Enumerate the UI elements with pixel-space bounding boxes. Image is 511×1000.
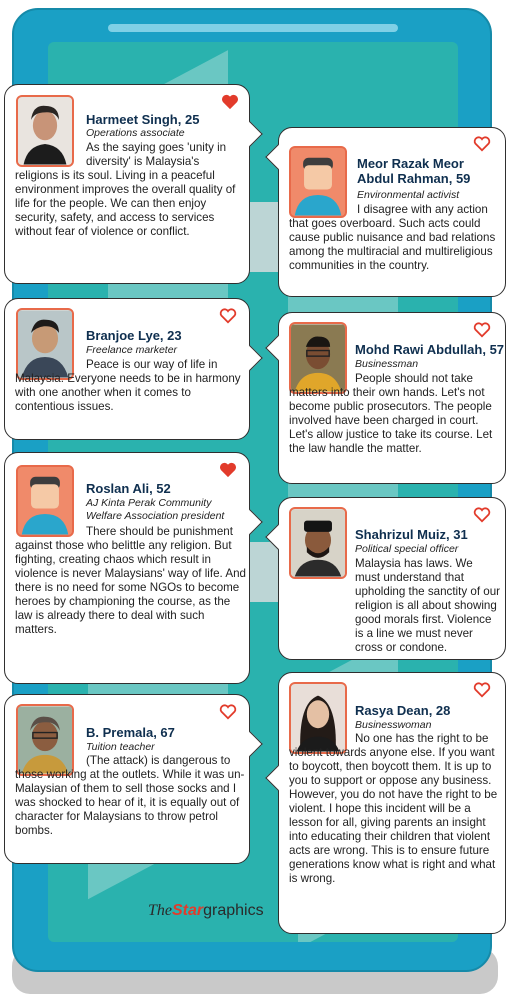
- comment-card: [278, 672, 506, 934]
- commenter-name: Roslan Ali, 52: [86, 481, 171, 496]
- quote-text: Malaysia has laws. We must understand that upholding the sanctity of our religion is all about showing good morals first. Violence is a line we must never cross or condone.: [355, 557, 501, 654]
- commenter-role: Tuition teacher: [86, 741, 155, 753]
- quote-text: [15, 358, 247, 438]
- quote-text: [289, 732, 503, 930]
- commenter-role: Environmental activist: [357, 189, 460, 201]
- phone-speaker: [108, 24, 398, 32]
- commenter-name: B. Premala, 67: [86, 725, 175, 740]
- comment-card: [4, 84, 250, 284]
- commenter-role: Businessman: [355, 358, 419, 370]
- commenter-role: Operations associate: [86, 127, 185, 139]
- commenter-name: Branjoe Lye, 23: [86, 328, 182, 343]
- heart-icon[interactable]: [473, 507, 491, 523]
- comment-card: [278, 312, 506, 484]
- commenter-role: AJ Kinta Perak Community Welfare Association president: [86, 497, 225, 522]
- commenter-name: Meor Razak Meor Abdul Rahman, 59: [357, 156, 471, 186]
- comment-card: [4, 452, 250, 684]
- heart-icon[interactable]: [219, 462, 237, 478]
- brand-suffix: graphics: [203, 902, 264, 919]
- heart-icon[interactable]: [473, 322, 491, 338]
- comment-card: [4, 298, 250, 440]
- quote-text: [289, 203, 501, 293]
- quote-text: [289, 372, 503, 482]
- quote-text-flow: I disagree with any action that goes overboard. Such acts could cause public nuisance and bad relations among the multiracial and multireligious communities in the country.: [289, 203, 496, 272]
- comment-card: [278, 497, 506, 660]
- quote-text-flow: Peace is our way of life in Malaysia. Everyone needs to be in harmony with one another when it comes to contentious issues.: [15, 358, 241, 413]
- quote-text-flow: No one has the right to be violent towards anyone else. If you want to boycott, then boycott them. It is up to you to support or oppose any business. However, you do not have the right to be violent. I hope this incident will be a lesson for all, giving parents an insight into educating their children that violent acts are wrong. This is to ensure future generations know what is right and what is wrong.: [289, 732, 498, 885]
- heart-icon[interactable]: [219, 704, 237, 720]
- heart-icon[interactable]: [473, 136, 491, 152]
- commenter-name: Mohd Rawi Abdullah, 57: [355, 342, 505, 357]
- commenter-role: Political special officer: [355, 543, 459, 555]
- quote-text-flow: People should not take matters into their own hands. Let's not become public prosecutors. The people involved have been charged in court. Let's allow justice to take its course. Let the law handle the matter.: [289, 372, 493, 455]
- brand-prefix: The: [148, 902, 172, 919]
- quote-text-flow: There should be punishment against those who belittle any religion. But fighting, creating chaos which result in violence is never Malaysians' way of life. And there is no need for some NGOs to become heroes by championing the course, as the law is already there to deal with such matters.: [15, 525, 246, 636]
- quote-text: As the saying goes 'unity in diversity' is Malaysia's: [86, 141, 227, 168]
- commenter-name: Shahrizul Muiz, 31: [355, 527, 468, 542]
- avatar: [289, 507, 347, 579]
- commenter-name: Rasya Dean, 28: [355, 703, 451, 718]
- comment-card: [278, 127, 506, 297]
- brand-star: Star: [172, 902, 204, 919]
- quote-text-continued: [15, 169, 245, 281]
- commenter-name: Harmeet Singh, 25: [86, 112, 200, 127]
- heart-icon[interactable]: [219, 308, 237, 324]
- heart-icon[interactable]: [473, 682, 491, 698]
- quote-text: [15, 525, 247, 681]
- commenter-role: Businesswoman: [355, 719, 432, 731]
- comment-card: [4, 694, 250, 864]
- avatar: [16, 95, 74, 167]
- quote-text-flow: (The attack) is dangerous to those working at the outlets. While it was un-Malaysian of them to sell those socks and I was shocked to hear of it, it is equally out of character for Malaysians to throw petrol bombs.: [15, 754, 245, 837]
- quote-text-flow: religions is its soul. Living in a peaceful environment improves the overall quality of life for the people. We can then enjoy security, safety, and access to services without fear of violence or conflict.: [15, 169, 236, 238]
- brand-logo: [148, 902, 264, 920]
- quote-text: [15, 754, 247, 862]
- commenter-role: Freelance marketer: [86, 344, 178, 356]
- heart-icon[interactable]: [221, 94, 239, 110]
